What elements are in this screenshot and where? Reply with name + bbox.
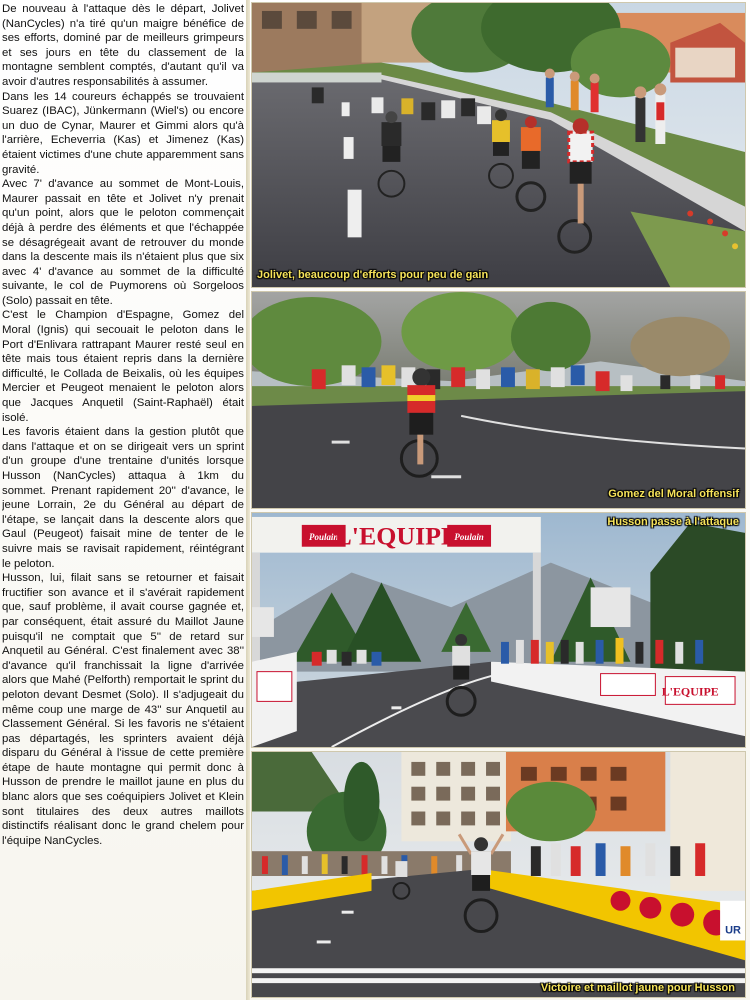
- article-paragraph: Les favoris étaient dans la gestion plutôt que dans l'attaque et on se dirigeait vers un sprint d'un groupe d'une trentaine d'unités lorsque Husson (NanCycles) attaqua à 1km du sommet. Prenant rapidement 20'' d'avance, le jeune Lorrain, 2e du Général au départ de l'étape, se lançait dans la descente alors que Gaul (Peugeot) faisait mine de tenter de le suivre mais se ravisait rapidement, réintégrant le peloton.: [2, 426, 244, 570]
- race-scene-peloton: [252, 292, 745, 508]
- race-scene-attack: [252, 513, 745, 747]
- article-paragraph: De nouveau à l'attaque dès le départ, Jolivet (NanCycles) n'a tiré qu'un maigre bénéfice de ses efforts, dominé par de meilleurs grimpeurs et ses jours en tête du classement de la montagne semblent comptés, d'autant qu'il va avoir d'autres responsabilités à assumer.: [2, 3, 244, 88]
- banner-sponsor-left: Poulain: [309, 531, 339, 542]
- article-paragraph: C'est le Champion d'Espagne, Gomez del Moral (Ignis) qui secouait le peloton dans le Port d'Enlivara rattrapant Maurer resté seul en tête mais tous étaient repris dans la dernière difficulté, le Collada de Beixalis, où les équipes Mercier et Peugeot menaient le peloton alors que Jacques Anquetil (Saint-Raphaël) était isolé.: [2, 309, 244, 424]
- banner-equipe: L'EQUIPE: [334, 521, 459, 551]
- photo-caption: Victoire et maillot jaune pour Husson: [540, 982, 735, 994]
- photo-caption: Jolivet, beaucoup d'efforts pour peu de gain: [257, 269, 489, 281]
- race-scene-victory: [252, 752, 745, 997]
- race-photo-husson-attack: [251, 512, 746, 748]
- photo-caption: Husson passe à l'attaque: [607, 516, 739, 528]
- article-text-column: [2, 2, 244, 998]
- race-photo-jolivet: [251, 2, 746, 288]
- race-photo-gomez-del-moral: [251, 291, 746, 509]
- banner-sponsor-right: Poulain: [454, 531, 484, 542]
- barrier-equipe-text: L'EQUIPE: [661, 684, 719, 699]
- column-divider: [246, 0, 250, 1000]
- article-paragraph: Dans les 14 coureurs échappés se trouvaient Suarez (IBAC), Jünkermann (Wiel's) ou encore un duo de Cynar, Maurer et Gimmi alors qu'à l'arrière, Echeverria (Kas) et Jimenez (Kas) étaient victimes d'une chute apparemment sans gravité.: [2, 90, 244, 176]
- article-paragraph: Husson, lui, filait sans se retourner et faisait fructifier son avance et il s'avérait rapidement que, sauf problème, il avait course gagnée et, par conséquent, était assuré du Maillot Jaune puisqu'il ne comptait que 5'' de retard sur Anquetil au Général. C'est finalement avec 38'' d'avance qu'il franchissait la ligne d'arrivée alors que Mahé (Pelforth) remportait le sprint du peloton devant Desmet (Solo). Il s'adjugeait du même coup une marge de 43'' sur Anquetil au Classement Général. Si les favoris ne s'étaient pas départagés, les sprinters avaient déjà disparu du Général à l'issue de cette première étape de haute montagne qui permit donc à Husson de prendre le maillot jaune en plus du blanc alors que ses coéquipiers Jolivet et Klein sont titulaires des deux autres maillots distinctifs réalisant donc le grand chelem pour l'équipe NanCycles.: [2, 572, 244, 847]
- race-photo-husson-victory: [251, 751, 746, 998]
- article-paragraph: Avec 7' d'avance au sommet de Mont-Louis, Maurer passait en tête et Jolivet n'y prenait qu'un point, alors que le peloton commençait déjà à perdre des éléments et que l'échappée se désagrégeait avant de retrouver du monde dans la descente mais ils n'étaient plus que six avec 4' d'avance au sommet de la difficulté suivante, le col de Puymorens où Sorgeloos (Solo) passait en tête.: [2, 178, 244, 307]
- barrier-text-ur: UR: [725, 924, 741, 937]
- race-scene-climb: [252, 3, 745, 287]
- photo-caption: Gomez del Moral offensif: [608, 488, 739, 500]
